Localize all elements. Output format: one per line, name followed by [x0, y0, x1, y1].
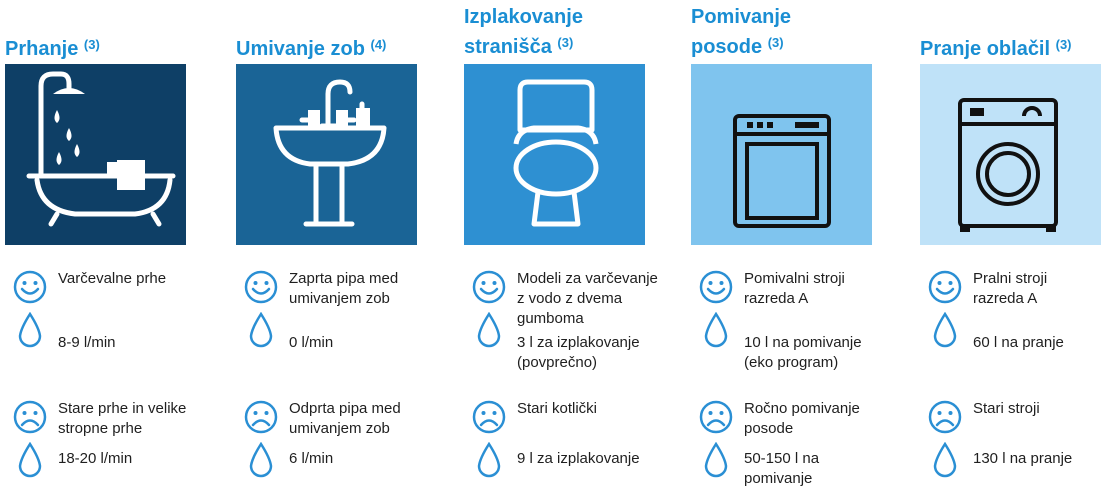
- bad-amount-text: 130 l na pranje: [973, 450, 1073, 467]
- sink-icon: [236, 64, 417, 245]
- category-shower: [5, 0, 205, 503]
- good-option-label: Zaprta pipa med umivanjem zob: [289, 270, 399, 307]
- category-laundry: [920, 0, 1114, 503]
- footnote-ref: (3): [557, 35, 574, 50]
- footnote-ref: (3): [767, 35, 784, 50]
- good-amount-text: 8-9 l/min: [58, 334, 116, 351]
- title-text: Pranje oblačil: [920, 38, 1051, 60]
- happy-face-icon: [472, 270, 506, 304]
- good-amount-text: 60 l na pranje: [973, 334, 1064, 351]
- category-dishes: [691, 0, 891, 503]
- category-teeth: [236, 0, 436, 503]
- good-option-label: Varčevalne prhe: [58, 270, 167, 287]
- sink-panel: [236, 64, 417, 245]
- dishwasher-panel: [691, 64, 872, 245]
- good-option-label: Modeli za varčevanje z vodo z dvema gumboma: [517, 270, 658, 327]
- bad-amount-text: 6 l/min: [289, 450, 334, 467]
- category-title: [691, 4, 841, 60]
- bad-option-label: Ročno pomivanje posode: [744, 400, 860, 437]
- sad-face-icon: [13, 400, 47, 434]
- bad-amount-text: 50-150 l na pomivanje: [744, 450, 820, 487]
- water-drop-icon: [248, 442, 274, 478]
- bad-option-label: Stare prhe in velike stropne prhe: [58, 400, 187, 437]
- category-title: [5, 32, 205, 62]
- good-amount-text: 3 l za izplakovanje (povprečno): [517, 334, 640, 371]
- happy-face-icon: [244, 270, 278, 304]
- happy-face-icon: [13, 270, 47, 304]
- bad-option-label: Stari kotlički: [517, 400, 598, 417]
- good-option-label: Pomivalni stroji razreda A: [744, 270, 845, 307]
- water-drop-icon: [476, 312, 502, 348]
- title-text: Prhanje: [5, 38, 79, 60]
- footnote-ref: (3): [1055, 37, 1072, 52]
- water-drop-icon: [248, 312, 274, 348]
- footnote-ref: (4): [370, 37, 387, 52]
- water-drop-icon: [17, 442, 43, 478]
- title-text: Izplakovanje stranišča: [464, 6, 583, 58]
- category-title: [464, 4, 634, 60]
- toilet-panel: [464, 64, 645, 245]
- water-drop-icon: [17, 312, 43, 348]
- sad-face-icon: [699, 400, 733, 434]
- toilet-icon: [464, 64, 645, 245]
- category-toilet: [464, 0, 664, 503]
- shower-panel: [5, 64, 186, 245]
- happy-face-icon: [928, 270, 962, 304]
- title-text: Umivanje zob: [236, 38, 365, 60]
- sad-face-icon: [472, 400, 506, 434]
- sad-face-icon: [244, 400, 278, 434]
- bad-amount-text: 9 l za izplakovanje: [517, 450, 640, 467]
- water-drop-icon: [703, 312, 729, 348]
- bad-amount-text: 18-20 l/min: [58, 450, 133, 467]
- water-drop-icon: [932, 312, 958, 348]
- shower-bathtub-icon: [5, 64, 186, 245]
- water-drop-icon: [932, 442, 958, 478]
- good-amount-text: 10 l na pomivanje (eko program): [744, 334, 862, 371]
- good-amount-text: 0 l/min: [289, 334, 334, 351]
- dishwasher-icon: [691, 64, 872, 245]
- bad-option-label: Stari stroji: [973, 400, 1040, 417]
- washing-machine-panel: [920, 64, 1101, 245]
- water-drop-icon: [703, 442, 729, 478]
- good-option-label: Pralni stroji razreda A: [973, 270, 1048, 307]
- title-text: Pomivanje posode: [691, 6, 792, 58]
- bad-option-label: Odprta pipa med umivanjem zob: [289, 400, 401, 437]
- washing-machine-icon: [920, 64, 1101, 245]
- water-drop-icon: [476, 442, 502, 478]
- category-title: [236, 32, 436, 62]
- category-title: [920, 32, 1114, 62]
- footnote-ref: (3): [83, 37, 100, 52]
- sad-face-icon: [928, 400, 962, 434]
- happy-face-icon: [699, 270, 733, 304]
